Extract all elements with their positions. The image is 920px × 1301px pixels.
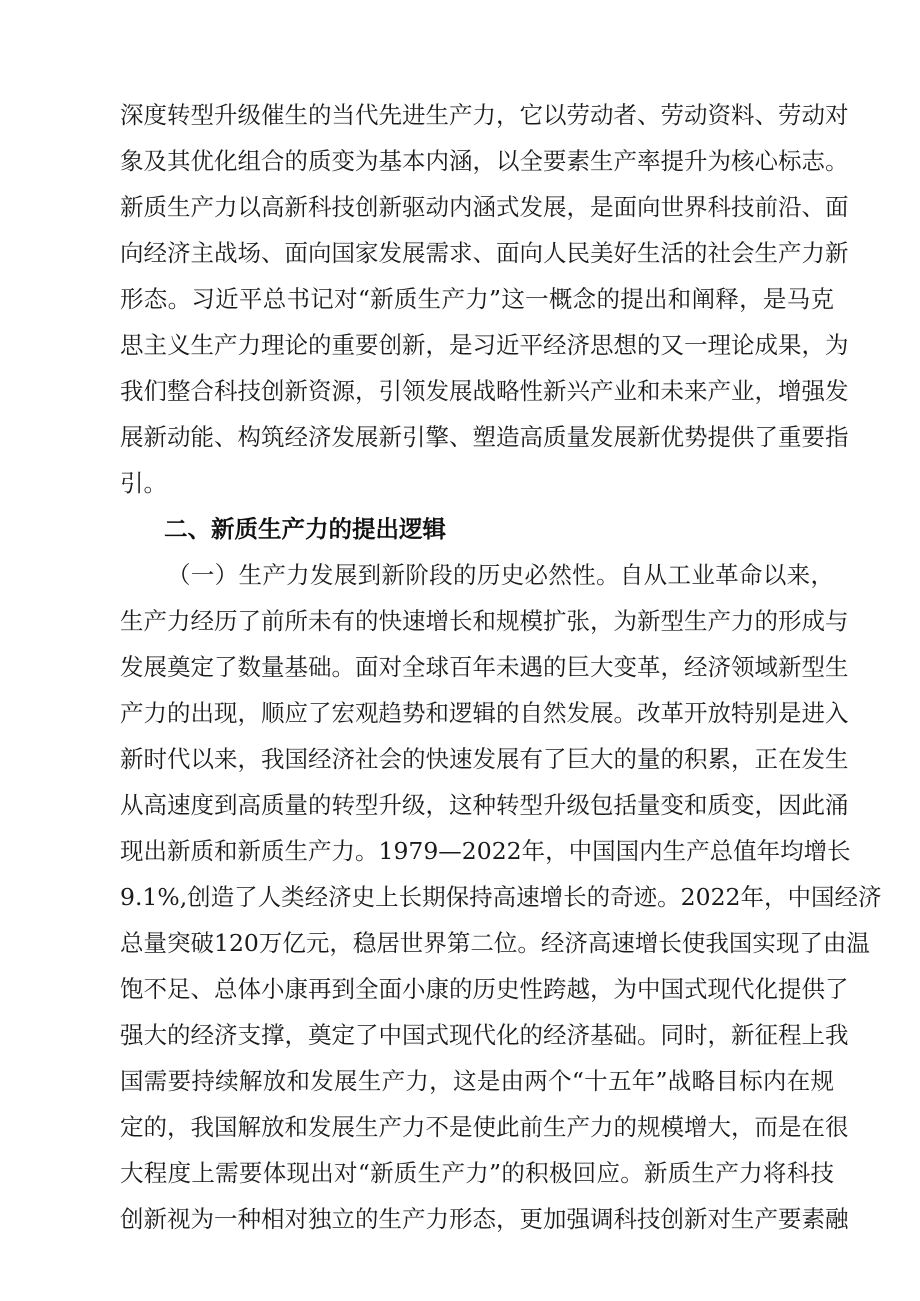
paragraph-line: 总量突破120万亿元，稳居世界第二位。经济高速增长使我国实现了由温 (120, 929, 870, 957)
paragraph-line: 新时代以来，我国经济社会的快速发展有了巨大的量的积累，正在发生 (120, 745, 849, 773)
section-heading: 二、新质生产力的提出逻辑 (164, 515, 446, 543)
paragraph-line: 展新动能、构筑经济发展新引擎、塑造高质量发展新优势提供了重要指 (120, 423, 849, 451)
paragraph-line: 产力的出现，顺应了宏观趋势和逻辑的自然发展。改革开放特别是进入 (120, 699, 849, 727)
paragraph-2 (120, 552, 882, 1242)
paragraph-line: 新质生产力以高新科技创新驱动内涵式发展，是面向世界科技前沿、面 (120, 193, 849, 221)
paragraph-line: （一）生产力发展到新阶段的历史必然性。自从工业革命以来， (167, 561, 834, 589)
paragraph-line: 深度转型升级催生的当代先进生产力，它以劳动者、劳动资料、劳动对 (120, 101, 849, 129)
paragraph-line: 从高速度到高质量的转型升级，这种转型升级包括量变和质变，因此涌 (120, 791, 849, 819)
paragraph-line: 形态。习近平总书记对“新质生产力”这一概念的提出和阐释，是马克 (120, 285, 834, 313)
paragraph-line: 现出新质和新质生产力。1979—2022年，中国国内生产总值年均增长 (120, 837, 851, 865)
paragraph-1 (120, 92, 849, 506)
paragraph-line: 9.1%,创造了人类经济史上长期保持高速增长的奇迹。2022年，中国经济 (120, 883, 882, 911)
paragraph-line: 饱不足、总体小康再到全面小康的历史性跨越，为中国式现代化提供了 (120, 975, 849, 1003)
paragraph-line: 向经济主战场、面向国家发展需求、面向人民美好生活的社会生产力新 (120, 239, 849, 267)
paragraph-line: 引。 (120, 469, 167, 497)
paragraph-line: 发展奠定了数量基础。面对全球百年未遇的巨大变革，经济领域新型生 (120, 653, 849, 681)
paragraph-line: 生产力经历了前所未有的快速增长和规模扩张，为新型生产力的形成与 (120, 607, 849, 635)
paragraph-line: 思主义生产力理论的重要创新，是习近平经济思想的又一理论成果，为 (120, 331, 849, 359)
paragraph-line: 强大的经济支撑，奠定了中国式现代化的经济基础。同时，新征程上我 (120, 1021, 849, 1049)
paragraph-line: 创新视为一种相对独立的生产力形态，更加强调科技创新对生产要素融 (120, 1205, 849, 1233)
paragraph-line: 我们整合科技创新资源，引领发展战略性新兴产业和未来产业，增强发 (120, 377, 849, 405)
paragraph-line: 定的，我国解放和发展生产力不是使此前生产力的规模增大，而是在很 (120, 1113, 849, 1141)
document-body (120, 92, 882, 1242)
paragraph-line: 象及其优化组合的质变为基本内涵，以全要素生产率提升为核心标志。 (120, 147, 849, 175)
paragraph-line: 国需要持续解放和发展生产力，这是由两个“十五年”战略目标内在规 (120, 1067, 834, 1095)
paragraph-line: 大程度上需要体现出对“新质生产力”的积极回应。新质生产力将科技 (120, 1159, 834, 1187)
